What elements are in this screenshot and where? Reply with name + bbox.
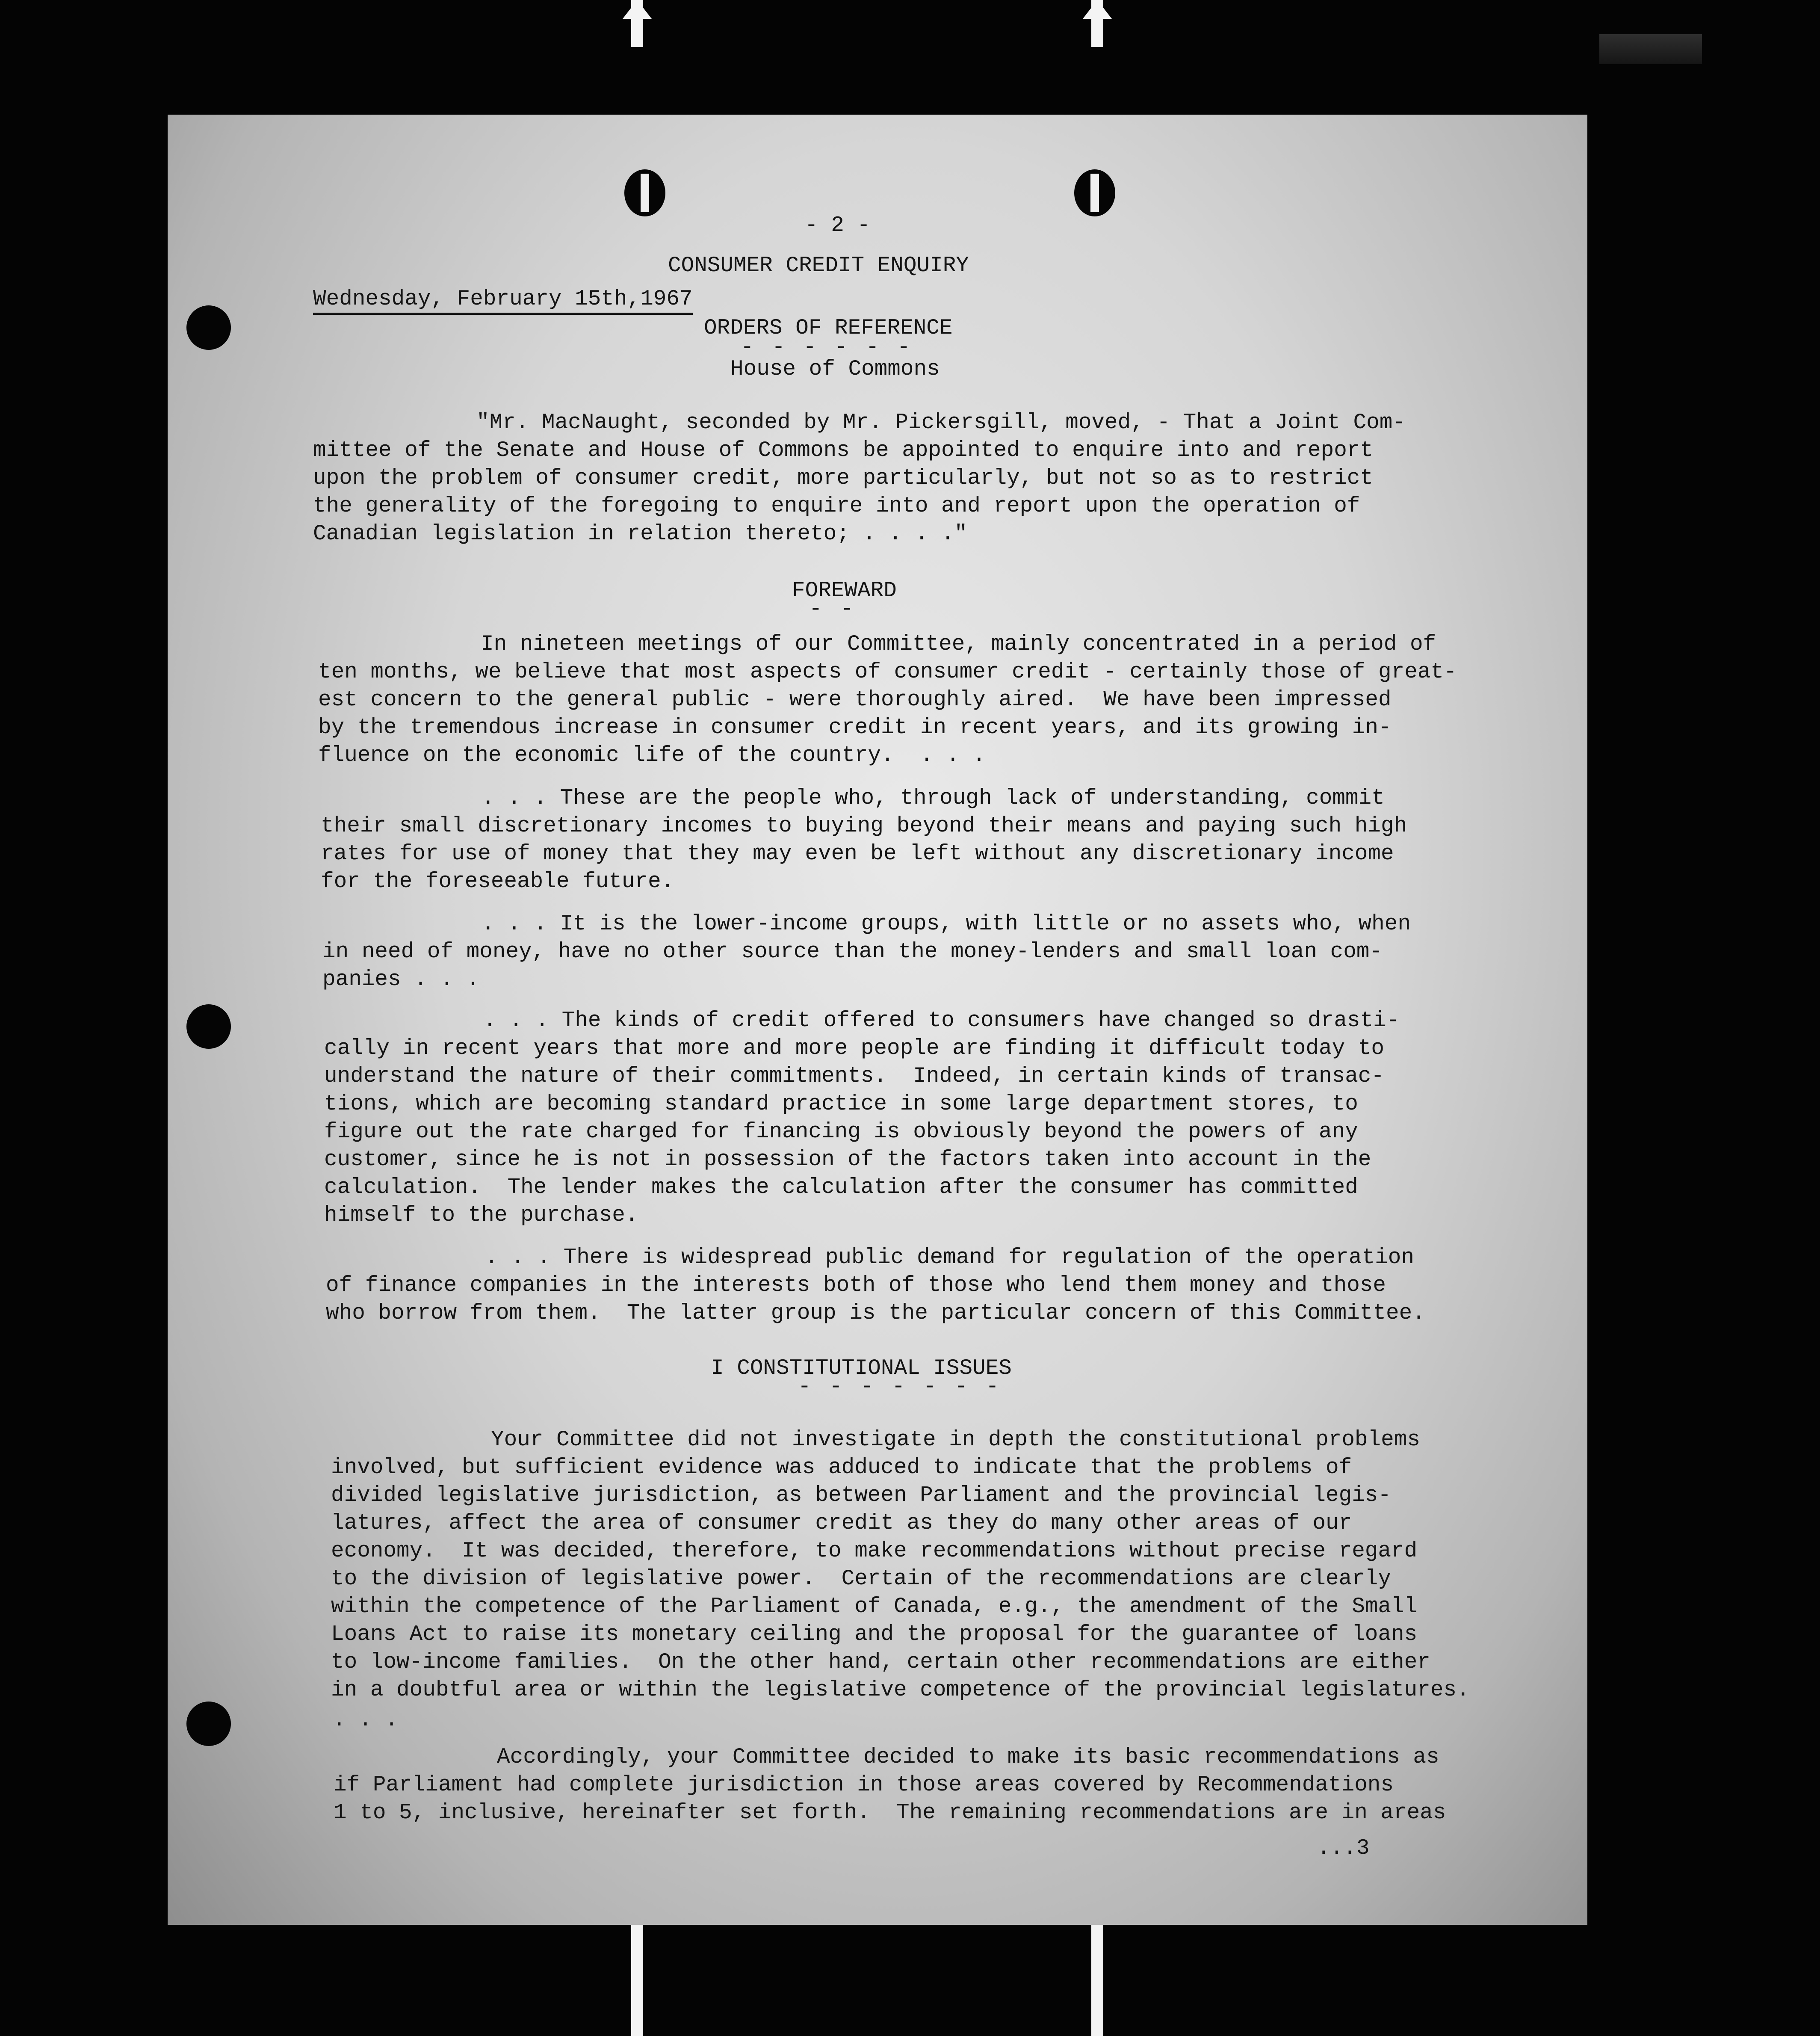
foreward-paragraph-4	[324, 1007, 1399, 1229]
text-line: est concern to the general public - were thoroughly aired. We have been impressed	[318, 688, 1392, 712]
text-line: customer, since he is not in possession of the factors taken into account in the	[324, 1148, 1371, 1172]
text-line: economy. It was decided, therefore, to make recommendations without precise regard	[331, 1539, 1418, 1563]
text-line: divided legislative jurisdiction, as between Parliament and the provincial legis-	[331, 1483, 1392, 1508]
continuation-marker: ...3	[1317, 1836, 1370, 1861]
text-line: in a doubtful area or within the legislative competence of the provincial legislatures.	[331, 1678, 1470, 1702]
page-number: - 2 -	[805, 213, 871, 238]
foreward-paragraph-5	[326, 1244, 1425, 1327]
foreward-paragraph-3	[322, 910, 1411, 994]
house-heading: House of Commons	[730, 357, 940, 382]
orders-heading: ORDERS OF REFERENCE	[704, 316, 953, 340]
text-line: . . . These are the people who, through lack of understanding, commit	[482, 786, 1385, 811]
text-line: the generality of the foregoing to enquire into and report upon the operation of	[313, 494, 1360, 518]
document-title: CONSUMER CREDIT ENQUIRY	[668, 254, 969, 278]
text-line: cally in recent years that more and more people are finding it difficult today to	[324, 1036, 1385, 1061]
film-marker-line	[631, 0, 643, 47]
section-paragraph-1	[331, 1426, 1470, 1704]
text-line: tions, which are becoming standard practice in some large department stores, to	[324, 1092, 1358, 1116]
foreward-paragraph-1	[318, 630, 1457, 769]
document-page	[168, 115, 1587, 1925]
text-line: . . . There is widespread public demand for regulation of the operation	[485, 1246, 1414, 1270]
film-marker-line	[1091, 1921, 1103, 2036]
text-line: within the competence of the Parliament of Canada, e.g., the amendment of the Small	[331, 1595, 1418, 1619]
punch-hole-icon	[1074, 169, 1115, 216]
text-line: in need of money, have no other source than the money-lenders and small loan com-	[322, 940, 1383, 964]
text-line: of finance companies in the interests both of those who lend them money and those	[326, 1273, 1386, 1298]
section-underline: - - - - - - -	[798, 1375, 1002, 1399]
text-line: upon the problem of consumer credit, more particularly, but not so as to restrict	[313, 466, 1374, 491]
foreward-underline: - -	[809, 597, 856, 621]
text-line: 1 to 5, inclusive, hereinafter set forth. The remaining recommendations are in areas	[334, 1801, 1446, 1825]
foreward-paragraph-2	[321, 784, 1407, 896]
text-line: Your Committee did not investigate in depth the constitutional problems	[491, 1428, 1420, 1452]
text-line: rates for use of money that they may even be left without any discretionary income	[321, 842, 1394, 866]
text-line: figure out the rate charged for financing is obviously beyond the powers of any	[324, 1120, 1358, 1144]
punch-hole-icon	[186, 1702, 231, 1746]
text-line: for the foreseeable future.	[321, 870, 674, 894]
text-line: ten months, we believe that most aspects of consumer credit - certainly those of great-	[318, 660, 1457, 684]
text-line: himself to the purchase.	[324, 1203, 638, 1228]
section-heading: I CONSTITUTIONAL ISSUES	[711, 1356, 1012, 1381]
ellipsis: . . .	[333, 1708, 399, 1732]
text-line: Loans Act to raise its monetary ceiling and the proposal for the guarantee of loans	[331, 1622, 1418, 1647]
text-line: latures, affect the area of consumer credit as they do many other areas of our	[331, 1511, 1352, 1536]
text-line: to the division of legislative power. Certain of the recommendations are clearly	[331, 1567, 1392, 1591]
foreward-heading: FOREWARD	[792, 579, 897, 603]
text-line: to low-income families. On the other hand, certain other recommendations are either	[331, 1650, 1430, 1675]
film-artifact	[1599, 34, 1702, 64]
text-line: calculation. The lender makes the calculation after the consumer has committed	[324, 1175, 1358, 1200]
text-line: Canadian legislation in relation thereto; . . . ."	[313, 522, 968, 546]
text-line: panies . . .	[322, 968, 480, 992]
section-paragraph-2	[334, 1743, 1446, 1827]
text-line: Accordingly, your Committee decided to make its basic recommendations as	[497, 1745, 1439, 1770]
text-line: In nineteen meetings of our Committee, mainly concentrated in a period of	[481, 632, 1436, 657]
orders-quote	[313, 409, 1406, 548]
text-line: by the tremendous increase in consumer credit in recent years, and its growing in-	[318, 716, 1392, 740]
text-line: mittee of the Senate and House of Commons be appointed to enquire into and report	[313, 438, 1374, 463]
punch-hole-icon	[186, 1004, 231, 1049]
text-line: who borrow from them. The latter group is the particular concern of this Committee.	[326, 1301, 1425, 1326]
document-date: Wednesday, February 15th,1967	[313, 286, 693, 315]
text-line: . . . The kinds of credit offered to consumers have changed so drasti-	[483, 1009, 1400, 1033]
text-line: if Parliament had complete jurisdiction in those areas covered by Recommendations	[334, 1773, 1394, 1797]
punch-hole-icon	[624, 169, 665, 216]
text-line: fluence on the economic life of the country. . . .	[318, 743, 986, 768]
text-line: understand the nature of their commitments. Indeed, in certain kinds of transac-	[324, 1064, 1385, 1089]
film-marker-line	[1091, 0, 1103, 47]
text-line: their small discretionary incomes to buying beyond their means and paying such high	[321, 814, 1407, 838]
text-line: involved, but sufficient evidence was adduced to indicate that the problems of	[331, 1456, 1352, 1480]
film-marker-line	[631, 1921, 643, 2036]
text-line: . . . It is the lower-income groups, with little or no assets who, when	[482, 912, 1411, 936]
punch-hole-icon	[186, 305, 231, 350]
orders-underline: - - - - - -	[741, 335, 913, 360]
text-line: "Mr. MacNaught, seconded by Mr. Pickersgill, moved, - That a Joint Com-	[476, 411, 1406, 435]
